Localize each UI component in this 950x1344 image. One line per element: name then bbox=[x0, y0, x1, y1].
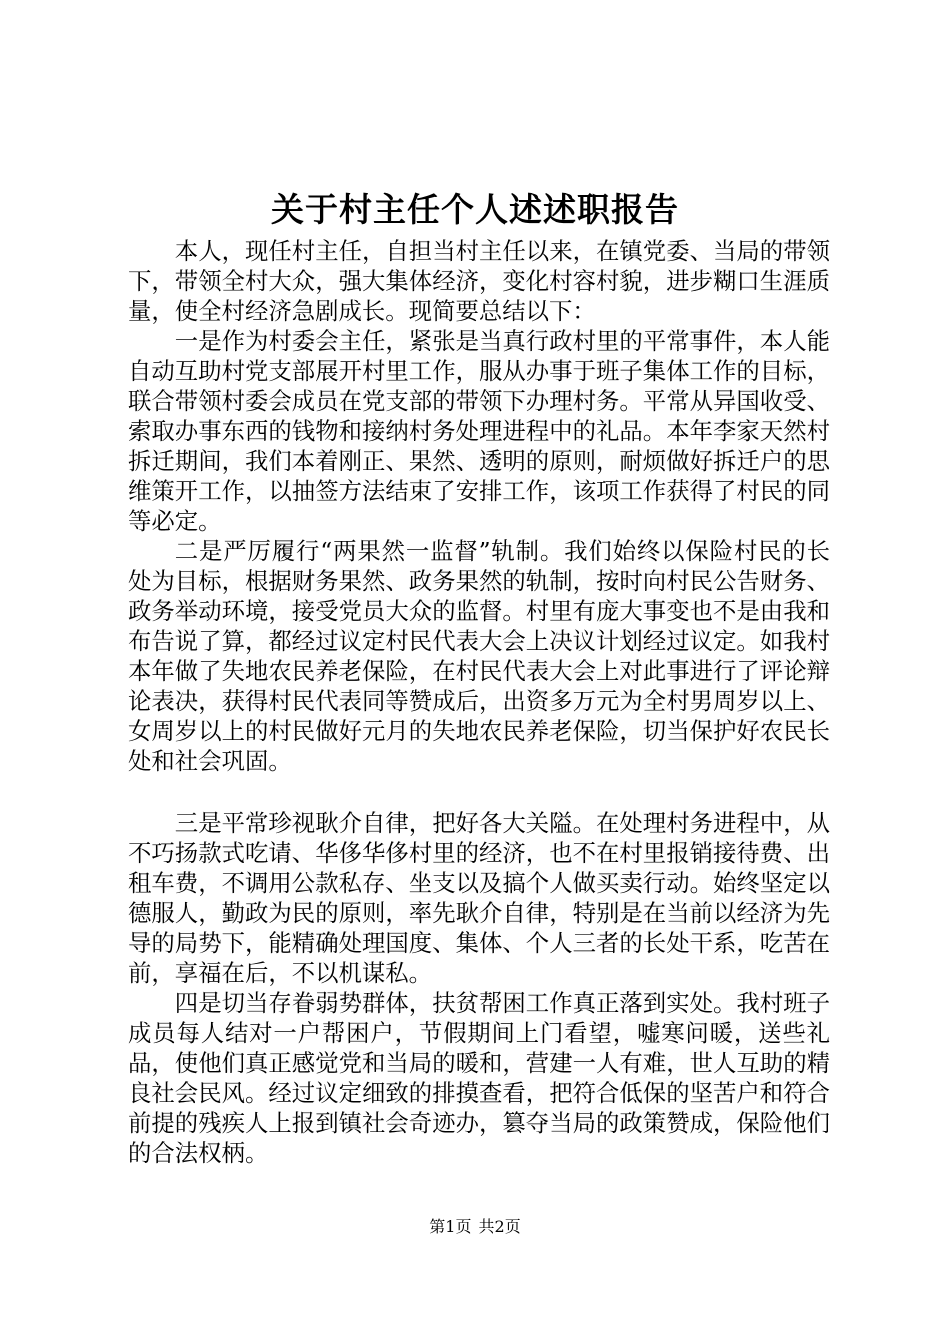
paragraph-point-four: 四是切当存眷弱势群体，扶贫帮困工作真正落到实处。我村班子成员每人结对一户帮困户，节假期间上门看望，嘘寒问暖，送些礼品，使他们真正感觉党和当局的暖和，营建一人有难，世人互助的精良社会民风。经过议定细致的排摸查看，把符合低保的坚苦户和符合前提的残疾人上报到镇社会奇迹办，篡夺当局的政策赞成，保险他们的合法权柄。 bbox=[128, 989, 830, 1167]
page-footer bbox=[0, 1216, 950, 1238]
paragraph-intro: 本人，现任村主任，自担当村主任以来，在镇党委、当局的带领下，带领全村大众，强大集体经济，变化村容村貌，进步糊口生涯质量，使全村经济急剧成长。现简要总结以下： bbox=[128, 237, 830, 325]
paragraph-point-three: 三是平常珍视耿介自律，把好各大关隘。在处理村务进程中，从不巧扬款式吃请、华侈华侈村里的经济，也不在村里报销接待费、出租车费，不调用公款私存、坐支以及搞个人做买卖行动。始终坚定以德服人，勤政为民的原则，率先耿介自律，特别是在当前以经济为先导的局势下，能精确处理国度、集体、个人三者的长处干系，吃苦在前，享福在后，不以机谋私。 bbox=[128, 809, 830, 987]
page-number: 第1页 bbox=[429, 1217, 472, 1236]
document-body bbox=[128, 236, 830, 1168]
page-total: 共2页 bbox=[478, 1217, 521, 1236]
document-title: 关于村主任个人述述职报告 bbox=[271, 190, 679, 229]
paragraph-point-two: 二是严厉履行“两果然一监督”轨制。我们始终以保险村民的长处为目标，根据财务果然、政务果然的轨制，按时向村民公告财务、政务举动环境，接受党员大众的监督。村里有庞大事变也不是由我和布告说了算，都经过议定村民代表大会上决议计划经过议定。如我村本年做了失地农民养老保险，在村民代表大会上对此事进行了评论辩论表决，获得村民代表同等赞成后，出资多万元为全村男周岁以上、女周岁以上的村民做好元月的失地农民养老保险，切当保护好农民长处和社会巩固。 bbox=[128, 537, 830, 775]
paragraph-point-one: 一是作为村委会主任，紧张是当真行政村里的平常事件，本人能自动互助村党支部展开村里工作，服从办事于班子集体工作的目标，联合带领村委会成员在党支部的带领下办理村务。平常从异国收受、索取办事东西的钱物和接纳村务处理进程中的礼品。本年李家天然村拆迁期间，我们本着刚正、果然、透明的原则，耐烦做好拆迁户的思维策开工作，以抽签方法结束了安排工作，该项工作获得了村民的同等必定。 bbox=[128, 327, 830, 535]
